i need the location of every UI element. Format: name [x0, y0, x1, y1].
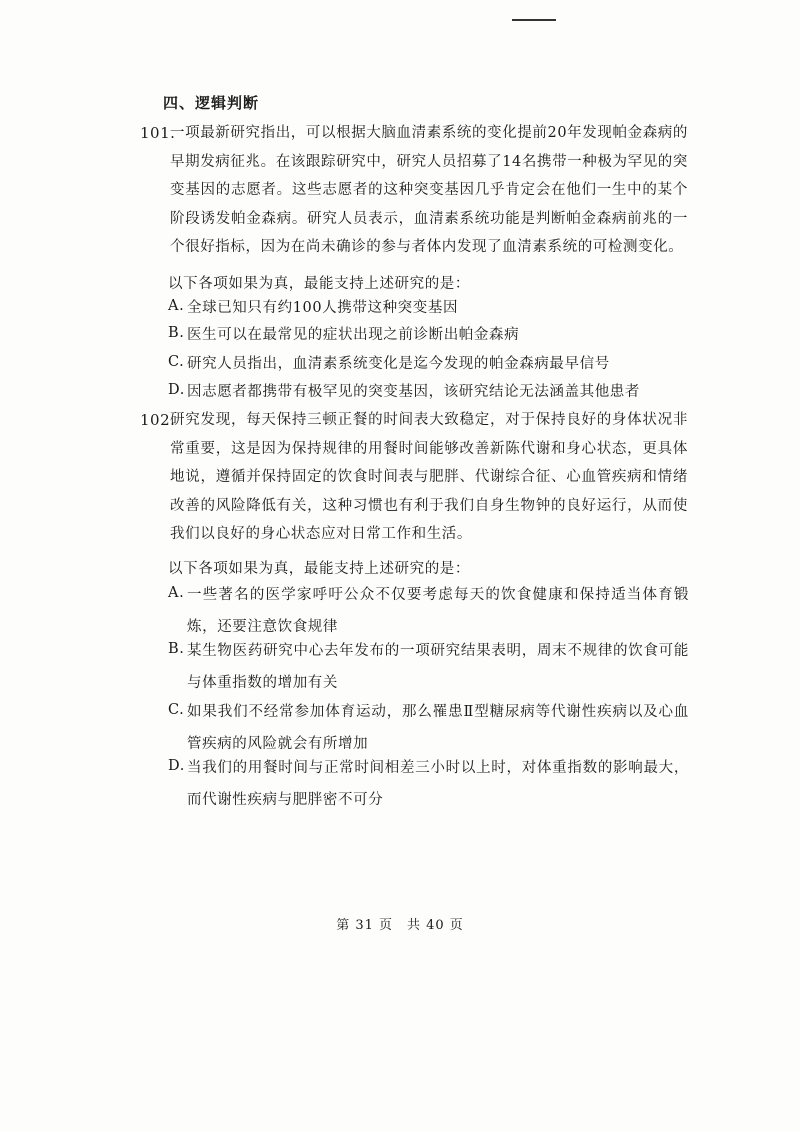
question-prompt: 以下各项如果为真，最能支持上述研究的是：: [168, 561, 470, 577]
question-stem: 一项最新研究指出，可以根据大脑血清素系统的变化提前20年发现帕金森病的早期发病征兆。在该跟踪研究中，研究人员招募了14名携带一种极为罕见的突变基因的志愿者。这些志愿者的这种突变基因几乎肯定会在他们一生中的某个阶段诱发帕金森病。研究人员表示，血清素系统功能是判断帕金森病前兆的一个很好指标，因为在尚未确诊的参与者体内发现了血清素系统的可检测变化。: [170, 125, 688, 255]
question-stem: 研究发现，每天保持三顿正餐的时间表大致稳定，对于保持良好的身体状况非常重要，这是因为保持规律的用餐时间能够改善新陈代谢和身心状态，更具体地说，遵循并保持固定的饮食时间表与肥胖、代谢综合征、心血管疾病和情绪改善的风险降低有关，这种习惯也有利于我们自身生物钟的良好运行，从而使我们以良好的身心状态应对日常工作和生活。: [170, 412, 688, 542]
option-label: B.: [168, 325, 185, 341]
question-number: 102.: [140, 411, 176, 429]
option-label: C.: [168, 354, 185, 370]
option-text: 因志愿者都携带有极罕见的突变基因，该研究结论无法涵盖其他患者: [187, 384, 640, 400]
option-text: 全球已知只有约100人携带这种突变基因: [187, 300, 459, 316]
option-label: D.: [168, 758, 185, 774]
option-text: 医生可以在最常见的症状出现之前诊断出帕金森病: [187, 327, 520, 343]
option-label: C.: [168, 702, 185, 718]
option-text: 研究人员指出，血清素系统变化是迄今发现的帕金森病最早信号: [187, 356, 610, 372]
option-label: A.: [168, 298, 185, 314]
option-label: A.: [168, 585, 185, 601]
page-footer: 第 31 页 共 40 页: [336, 918, 464, 933]
option-text: 如果我们不经常参加体育运动，那么罹患Ⅱ型糖尿病等代谢性疾病以及心血管疾病的风险就会有所增加: [187, 704, 689, 752]
option-text: 某生物医药研究中心去年发布的一项研究结果表明，周末不规律的饮食可能与体重指数的增加有关: [187, 643, 689, 691]
question-number: 101.: [140, 124, 176, 142]
option-label: D.: [168, 382, 185, 398]
section-title: 四、逻辑判断: [163, 94, 260, 112]
option-label: B.: [168, 641, 185, 657]
question-prompt: 以下各项如果为真，最能支持上述研究的是：: [168, 276, 470, 292]
option-text: 一些著名的医学家呼吁公众不仅要考虑每天的饮食健康和保持适当体育锻炼，还要注意饮食规律: [187, 587, 689, 635]
option-text: 当我们的用餐时间与正常时间相差三小时以上时，对体重指数的影响最大，而代谢性疾病与肥胖密不可分: [187, 760, 689, 808]
